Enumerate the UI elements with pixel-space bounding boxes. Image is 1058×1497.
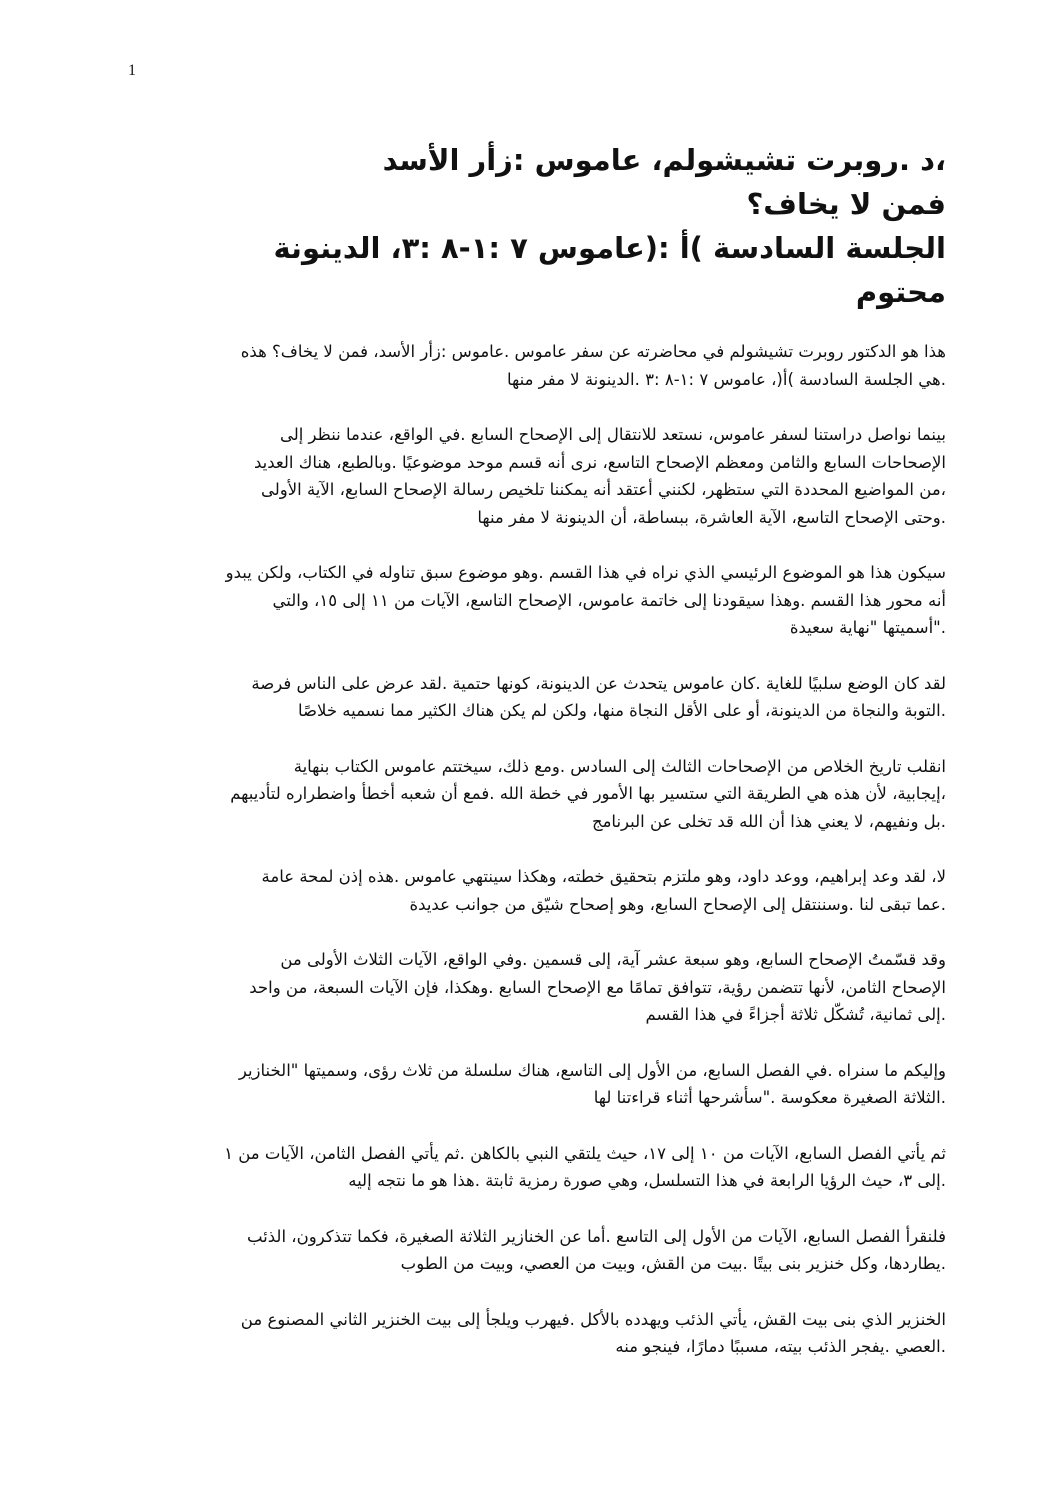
title-line: ،د .روبرت تشيشولم، عاموس :زأر الأسد [382,143,946,177]
paragraph-line: انقلب تاريخ الخلاص من الإصحاحات الثالث إلى السادس .ومع ذلك، سيختتم عاموس الكتاب بنهاية [293,756,946,776]
paragraph-line: .وحتى الإصحاح التاسع، الآية العاشرة، ببساطة، أن الدينونة لا مفر منها [477,507,946,527]
paragraph-line: .عما تبقى لنا .وسننتقل إلى الإصحاح السابع، وهو إصحاح شيّق من جوانب عديدة [409,894,946,914]
paragraph-line: .هي الجلسة السادسة )أ(، عاموس ٧ :١-٨ :٣ .الدينونة لا مفر منها [506,369,946,389]
page-number: 1 [128,62,136,79]
paragraph-line: فلنقرأ الفصل السابع، الآيات من الأول إلى التاسع .أما عن الخنازير الثلاثة الصغيرة، فكما تتذكرون، الذئب [246,1226,946,1246]
paragraph [136,946,946,1029]
paragraph [136,863,946,918]
paragraph [136,338,946,393]
paragraph-line: الخنزير الذي بنى بيت القش، يأتي الذئب ويهدده بالأكل .فيهرب ويلجأ إلى بيت الخنزير الثاني المصنوع من [240,1309,946,1329]
paragraph-line: وقد قسّمتُ الإصحاح السابع، وهو سبعة عشر آية، إلى قسمين .وفي الواقع، الآيات الثلاث الأولى من [280,950,946,969]
paragraph-line: .التوبة والنجاة من الدينونة، أو على الأقل النجاة منها، ولكن لم يكن هناك الكثير مما نسميه خلاصًا [297,701,946,720]
paragraph [136,753,946,836]
paragraph [136,1057,946,1112]
paragraph-line: .إلى ثمانية، تُشكّل ثلاثة أجزاءً في هذا القسم [645,1005,946,1024]
paragraph-line: الإصحاحات السابع والثامن ومعظم الإصحاح التاسع، نرى أنه قسم موحد موضوعيًا .وبالطبع، هناك العديد [254,452,946,472]
paragraph-line: ."أسميتها "نهاية سعيدة [789,618,946,637]
document-title [126,138,946,314]
paragraph-line: .العصي .يفجر الذئب بيته، مسببًا دمارًا، فينجو منه [615,1337,946,1356]
paragraph [136,559,946,642]
paragraph [136,421,946,531]
paragraph-line: لقد كان الوضع سلبيًا للغاية .كان عاموس يتحدث عن الدينونة، كونها حتمية .لقد عرض على الناس فرصة [251,673,946,693]
paragraph-line: ثم يأتي الفصل السابع، الآيات من ١٠ إلى ١٧، حيث يلتقي النبي بالكاهن .ثم يأتي الفصل الثامن، الآيات من ١ [224,1143,946,1163]
paragraph-line: الإصحاح الثامن، لأنها تتضمن رؤية، تتوافق تمامًا مع الإصحاح السابع .وهكذا، فإن الآيات السبعة، من واحد [249,977,946,997]
title-line: محتوم [855,275,946,309]
paragraph-line: هذا هو الدكتور روبرت تشيشولم في محاضرته عن سفر عاموس .عاموس :زأر الأسد، فمن لا يخاف؟ هذه [240,342,946,361]
paragraph-line: .يطاردها، وكل خنزير بنى بيتًا .بيت من القش، وبيت من العصي، وبيت من الطوب [400,1254,946,1273]
title-line: الجلسة السادسة )أ :(عاموس ٧ :١-٨ :٣، الدينونة [273,231,946,265]
paragraph [136,1223,946,1278]
paragraph-line: .بل ونفيهم، لا يعني هذا أن الله قد تخلى عن البرنامج [591,811,946,831]
paragraph-line: وإليكم ما سنراه .في الفصل السابع، من الأول إلى التاسع، هناك سلسلة من ثلاث رؤى، وسميتها "الخنازير [238,1060,946,1080]
paragraph-line: .الثلاثة الصغيرة معكوسة ."سأشرحها أثناء قراءتنا لها [593,1088,946,1107]
paragraph-line: ،إيجابية، لأن هذه هي الطريقة التي ستسير بها الأمور في خطة الله .فمع أن شعبه أخطأ واضطراره لتأديبهم [230,784,946,803]
document-body [136,338,946,1389]
paragraph [136,670,946,725]
paragraph-line: ،من المواضيع المحددة التي ستظهر، لكنني أعتقد أنه يمكننا تلخيص رسالة الإصحاح السابع، الآية الأولى [260,480,946,499]
paragraph-line: .إلى ٣، حيث الرؤيا الرابعة في هذا التسلسل، وهي صورة رمزية ثابتة .هذا هو ما نتجه إليه [348,1171,946,1190]
paragraph-line: لا، لقد وعد إبراهيم، ووعد داود، وهو ملتزم بتحقيق خطته، وهكذا سينتهي عاموس .هذه إذن لمحة عامة [261,867,946,886]
paragraph [136,1306,946,1361]
paragraph [136,1140,946,1195]
title-line: فمن لا يخاف؟ [746,187,946,221]
paragraph-line: سيكون هذا هو الموضوع الرئيسي الذي نراه في هذا القسم .وهو موضوع سبق تناوله في الكتاب، ولكن يبدو [225,563,946,582]
paragraph-line: أنه محور هذا القسم .وهذا سيقودنا إلى خاتمة عاموس، الإصحاح التاسع، الآيات من ١١ إلى ١٥، والتي [272,590,946,610]
paragraph-line: بينما نواصل دراستنا لسفر عاموس، نستعد للانتقال إلى الإصحاح السابع .في الواقع، عندما ننظر إلى [279,425,946,444]
